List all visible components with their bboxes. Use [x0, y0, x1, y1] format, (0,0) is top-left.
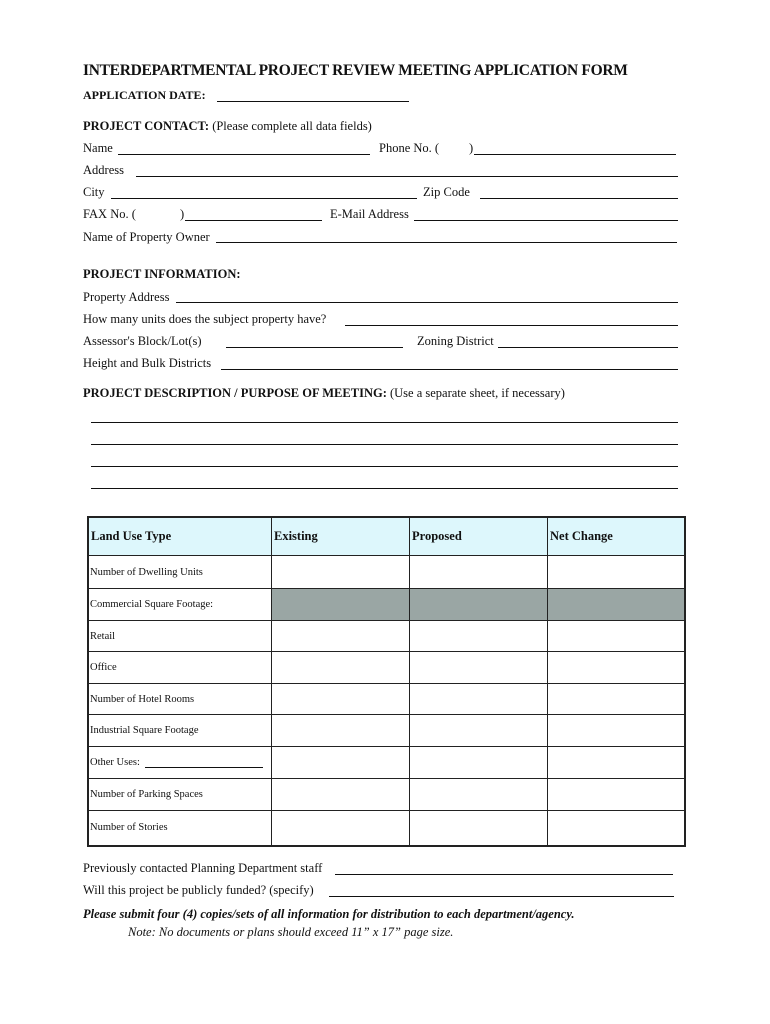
table-row: [88, 621, 685, 652]
height-bulk-field[interactable]: [221, 369, 678, 370]
table-row: [88, 779, 685, 811]
header-net-change: Net Change: [548, 517, 686, 556]
cell-net-change[interactable]: [548, 621, 686, 652]
row-label-other-uses: [88, 747, 272, 779]
cell-net-change[interactable]: [548, 779, 686, 811]
header-proposed: Proposed: [410, 517, 548, 556]
phone-close-paren: ): [469, 141, 474, 155]
cell-proposed[interactable]: [410, 684, 548, 715]
cell-shaded: [410, 589, 548, 621]
zoning-field[interactable]: [498, 347, 678, 348]
row-label: Retail: [88, 621, 272, 652]
address-label: Address: [83, 163, 124, 177]
cell-net-change[interactable]: [548, 747, 686, 779]
project-contact-instruction: (Please complete all data fields): [212, 119, 372, 133]
project-information-heading: PROJECT INFORMATION:: [83, 267, 241, 281]
row-label: Industrial Square Footage: [88, 715, 272, 747]
email-label: E-Mail Address: [330, 207, 409, 221]
row-label: Commercial Square Footage:: [88, 589, 272, 621]
table-header-row: [88, 517, 685, 556]
size-note: Note: No documents or plans should exceed 11” x 17” page size.: [128, 925, 454, 939]
row-label: Number of Hotel Rooms: [88, 684, 272, 715]
cell-existing[interactable]: [272, 621, 410, 652]
property-address-label: Property Address: [83, 290, 170, 304]
row-label: Other Uses:: [90, 757, 140, 768]
units-label: How many units does the subject property have?: [83, 312, 327, 326]
table-row: [88, 811, 685, 846]
row-label: Number of Parking Spaces: [88, 779, 272, 811]
block-lot-field[interactable]: [226, 347, 403, 348]
owner-label: Name of Property Owner: [83, 230, 210, 244]
property-address-field[interactable]: [176, 302, 678, 303]
project-description-heading-row: [83, 386, 565, 401]
form-title: INTERDEPARTMENTAL PROJECT REVIEW MEETING APPLICATION FORM: [83, 62, 628, 79]
application-date-label: APPLICATION DATE:: [83, 88, 206, 102]
table-row: [88, 589, 685, 621]
cell-net-change[interactable]: [548, 684, 686, 715]
units-field[interactable]: [345, 325, 678, 326]
cell-net-change[interactable]: [548, 556, 686, 589]
city-field[interactable]: [111, 198, 417, 199]
table-row: [88, 747, 685, 779]
cell-shaded: [272, 589, 410, 621]
application-date-field[interactable]: [217, 101, 409, 102]
row-label: Number of Dwelling Units: [88, 556, 272, 589]
cell-proposed[interactable]: [410, 556, 548, 589]
description-line-4[interactable]: [91, 488, 678, 489]
funded-field[interactable]: [329, 896, 674, 897]
cell-proposed[interactable]: [410, 621, 548, 652]
cell-net-change[interactable]: [548, 811, 686, 846]
project-contact-heading: PROJECT CONTACT:: [83, 119, 210, 133]
cell-net-change[interactable]: [548, 715, 686, 747]
phone-label: Phone No. (: [379, 141, 440, 155]
table-row: [88, 684, 685, 715]
cell-proposed[interactable]: [410, 715, 548, 747]
city-label: City: [83, 185, 105, 199]
cell-existing[interactable]: [272, 811, 410, 846]
name-label: Name: [83, 141, 113, 155]
cell-existing[interactable]: [272, 747, 410, 779]
block-lot-label: Assessor's Block/Lot(s): [83, 334, 202, 348]
cell-existing[interactable]: [272, 779, 410, 811]
previous-staff-field[interactable]: [335, 874, 673, 875]
other-uses-field[interactable]: [145, 767, 263, 768]
cell-proposed[interactable]: [410, 779, 548, 811]
project-description-heading: PROJECT DESCRIPTION / PURPOSE OF MEETING:: [83, 386, 387, 400]
cell-shaded: [548, 589, 686, 621]
project-contact-heading-row: [83, 119, 372, 134]
cell-net-change[interactable]: [548, 652, 686, 684]
zip-label: Zip Code: [423, 185, 470, 199]
table-row: [88, 556, 685, 589]
previous-staff-label: Previously contacted Planning Department staff: [83, 861, 323, 875]
cell-existing[interactable]: [272, 715, 410, 747]
funded-label: Will this project be publicly funded? (specify): [83, 883, 314, 897]
fax-close-paren: ): [180, 207, 185, 221]
fax-field[interactable]: [185, 220, 322, 221]
cell-proposed[interactable]: [410, 747, 548, 779]
zoning-label: Zoning District: [417, 334, 494, 348]
row-label: Number of Stories: [88, 811, 272, 846]
phone-field[interactable]: [474, 154, 676, 155]
land-use-table: [87, 516, 686, 847]
description-line-2[interactable]: [91, 444, 678, 445]
name-field[interactable]: [118, 154, 370, 155]
cell-proposed[interactable]: [410, 811, 548, 846]
owner-field[interactable]: [216, 242, 677, 243]
cell-existing[interactable]: [272, 556, 410, 589]
header-land-use-type: Land Use Type: [88, 517, 272, 556]
row-label: Office: [88, 652, 272, 684]
table-row: [88, 652, 685, 684]
email-field[interactable]: [414, 220, 678, 221]
cell-existing[interactable]: [272, 652, 410, 684]
fax-label: FAX No. (: [83, 207, 136, 221]
description-line-1[interactable]: [91, 422, 678, 423]
project-description-instruction: (Use a separate sheet, if necessary): [389, 386, 565, 400]
address-field[interactable]: [136, 176, 678, 177]
description-line-3[interactable]: [91, 466, 678, 467]
table-row: [88, 715, 685, 747]
zip-field[interactable]: [480, 198, 678, 199]
height-bulk-label: Height and Bulk Districts: [83, 356, 212, 370]
cell-proposed[interactable]: [410, 652, 548, 684]
header-existing: Existing: [272, 517, 410, 556]
cell-existing[interactable]: [272, 684, 410, 715]
submit-note: Please submit four (4) copies/sets of all information for distribution to each department/agency.: [83, 907, 575, 921]
